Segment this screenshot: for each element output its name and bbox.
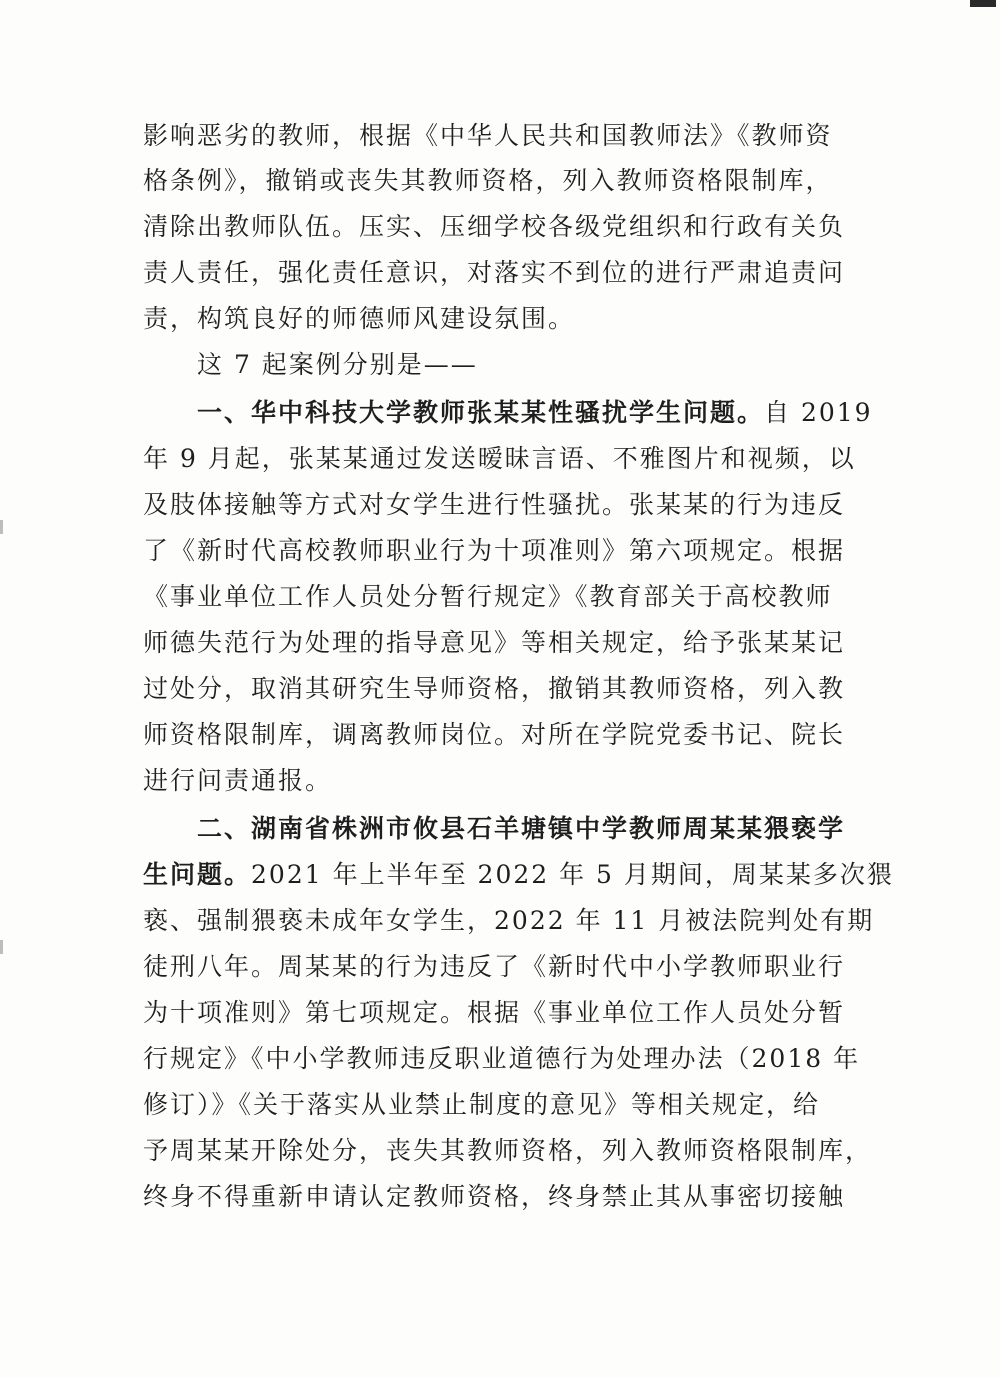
text-line: 《事业单位工作人员处分暂行规定》《教育部关于高校教师 bbox=[143, 582, 833, 611]
case-2-second-line bbox=[143, 855, 894, 895]
case-2-text: 2021 年上半年至 2022 年 5 月期间，周某某多次猥 bbox=[251, 860, 894, 889]
case-1-text: 自 2019 bbox=[764, 398, 873, 427]
text-line: 责人责任，强化责任意识，对落实不到位的进行严肃追责问 bbox=[143, 258, 846, 287]
text-line: 过处分，取消其研究生导师资格，撤销其教师资格，列入教 bbox=[143, 674, 846, 703]
scan-corner-mark bbox=[970, 0, 996, 7]
text-line: 了《新时代高校教师职业行为十项准则》第六项规定。根据 bbox=[143, 536, 846, 565]
text-line: 徒刑八年。周某某的行为违反了《新时代中小学教师职业行 bbox=[143, 952, 846, 981]
text-line: 格条例》，撤销或丧失其教师资格，列入教师资格限制库， bbox=[143, 166, 833, 195]
text-line: 进行问责通报。 bbox=[143, 766, 333, 795]
text-line: 亵、强制猥亵未成年女学生，2022 年 11 月被法院判处有期 bbox=[143, 906, 875, 935]
text-line: 予周某某开除处分，丧失其教师资格，列入教师资格限制库， bbox=[143, 1136, 873, 1165]
intro-line: 这 7 起案例分别是—— bbox=[197, 350, 478, 379]
text-line: 行规定》《中小学教师违反职业道德行为处理办法（2018 年 bbox=[143, 1044, 861, 1073]
case-1-heading: 一、华中科技大学教师张某某性骚扰学生问题。 bbox=[197, 398, 765, 427]
text-line: 师资格限制库，调离教师岗位。对所在学院党委书记、院长 bbox=[143, 720, 846, 749]
text-line: 修订）》《关于落实从业禁止制度的意见》等相关规定，给 bbox=[143, 1090, 821, 1119]
text-line: 责，构筑良好的师德师风建设氛围。 bbox=[143, 304, 576, 333]
scan-edge-mark bbox=[0, 940, 3, 954]
text-line: 清除出教师队伍。压实、压细学校各级党组织和行政有关负 bbox=[143, 212, 846, 241]
text-line: 年 9 月起，张某某通过发送暧昧言语、不雅图片和视频，以 bbox=[143, 444, 856, 473]
scan-edge-mark bbox=[0, 520, 3, 534]
text-line: 为十项准则》第七项规定。根据《事业单位工作人员处分暂 bbox=[143, 998, 846, 1027]
case-2-heading: 二、湖南省株洲市攸县石羊塘镇中学教师周某某猥亵学 bbox=[197, 814, 846, 843]
text-line: 及肢体接触等方式对女学生进行性骚扰。张某某的行为违反 bbox=[143, 490, 846, 519]
text-line: 师德失范行为处理的指导意见》等相关规定，给予张某某记 bbox=[143, 628, 846, 657]
case-1-first-line bbox=[197, 393, 873, 433]
text-line: 影响恶劣的教师，根据《中华人民共和国教师法》《教师资 bbox=[143, 121, 833, 150]
case-2-heading-end: 生问题。 bbox=[143, 860, 252, 889]
text-line: 终身不得重新申请认定教师资格，终身禁止其从事密切接触 bbox=[143, 1182, 846, 1211]
